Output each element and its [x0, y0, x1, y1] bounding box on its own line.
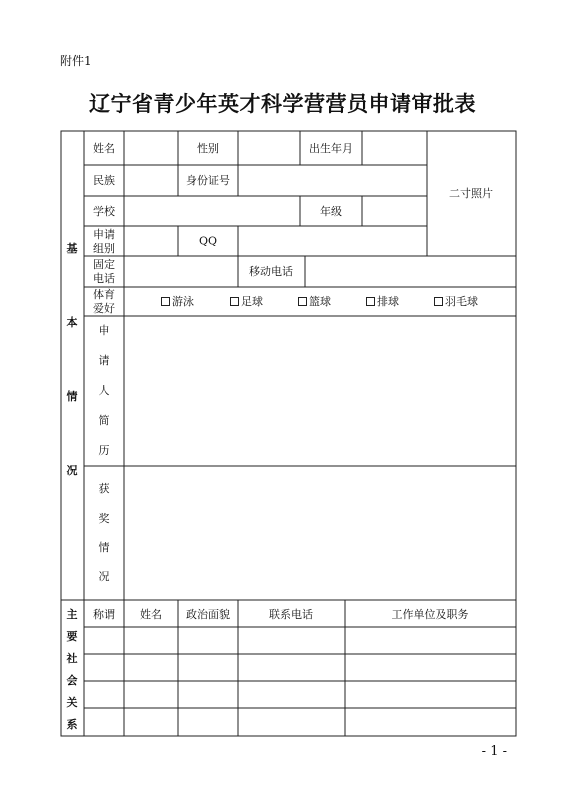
hobby-option[interactable]: 足球 [230, 293, 263, 309]
hobby-option[interactable]: 游泳 [161, 293, 194, 309]
hobby-option[interactable]: 排球 [366, 293, 399, 309]
label-sports-line2: 爱好 [93, 302, 115, 315]
col-header-phone: 联系电话 [269, 608, 313, 621]
label-ethnicity: 民族 [93, 174, 115, 187]
checkbox-icon[interactable] [366, 297, 375, 306]
label-landline-line1: 固定 [93, 258, 115, 271]
col-header-workplace: 工作单位及职务 [391, 608, 469, 621]
label-group-line2: 组别 [93, 242, 115, 255]
label-id-number: 身份证号 [186, 174, 230, 187]
label-resume-char: 人 [98, 384, 110, 397]
hobby-option[interactable]: 篮球 [298, 293, 331, 309]
checkbox-icon[interactable] [230, 297, 239, 306]
section-basic-char: 况 [66, 464, 78, 477]
section-basic-char: 基 [66, 242, 78, 255]
photo-placeholder: 二寸照片 [449, 187, 493, 200]
section-basic-char: 情 [66, 390, 78, 403]
label-resume-char: 申 [98, 324, 110, 337]
checkbox-icon[interactable] [434, 297, 443, 306]
col-header-political: 政治面貌 [186, 608, 230, 621]
label-awards-char: 情 [98, 541, 110, 554]
col-header-name: 姓名 [140, 608, 162, 621]
label-resume-char: 简 [98, 414, 110, 427]
label-birth: 出生年月 [309, 142, 353, 155]
label-awards-char: 获 [98, 482, 110, 495]
label-name: 姓名 [93, 142, 115, 155]
label-resume-char: 请 [98, 354, 110, 367]
section-social-char: 关 [66, 696, 78, 709]
label-mobile: 移动电话 [249, 265, 293, 278]
label-gender: 性别 [197, 142, 219, 155]
section-social-char: 系 [66, 718, 78, 731]
label-group-line1: 申请 [93, 228, 115, 241]
page-number: - 1 - [481, 744, 507, 759]
checkbox-icon[interactable] [161, 297, 170, 306]
label-grade: 年级 [320, 205, 342, 218]
section-social-char: 会 [66, 674, 78, 687]
hobby-option[interactable]: 羽毛球 [434, 293, 478, 309]
label-landline-line2: 电话 [93, 272, 115, 285]
label-qq: QQ [198, 234, 218, 248]
label-awards-char: 况 [98, 570, 110, 583]
section-social-char: 要 [66, 630, 78, 643]
col-header-relation: 称谓 [93, 608, 115, 621]
section-basic-char: 本 [66, 316, 78, 329]
label-sports-line1: 体育 [93, 288, 115, 301]
attachment-label: 附件1 [60, 54, 92, 68]
section-social-char: 社 [66, 652, 78, 665]
checkbox-icon[interactable] [298, 297, 307, 306]
label-awards-char: 奖 [98, 512, 110, 525]
form-title: 辽宁省青少年英才科学营营员申请审批表 [89, 92, 476, 116]
label-resume-char: 历 [98, 444, 110, 457]
section-social-char: 主 [66, 608, 78, 621]
label-school: 学校 [93, 205, 115, 218]
